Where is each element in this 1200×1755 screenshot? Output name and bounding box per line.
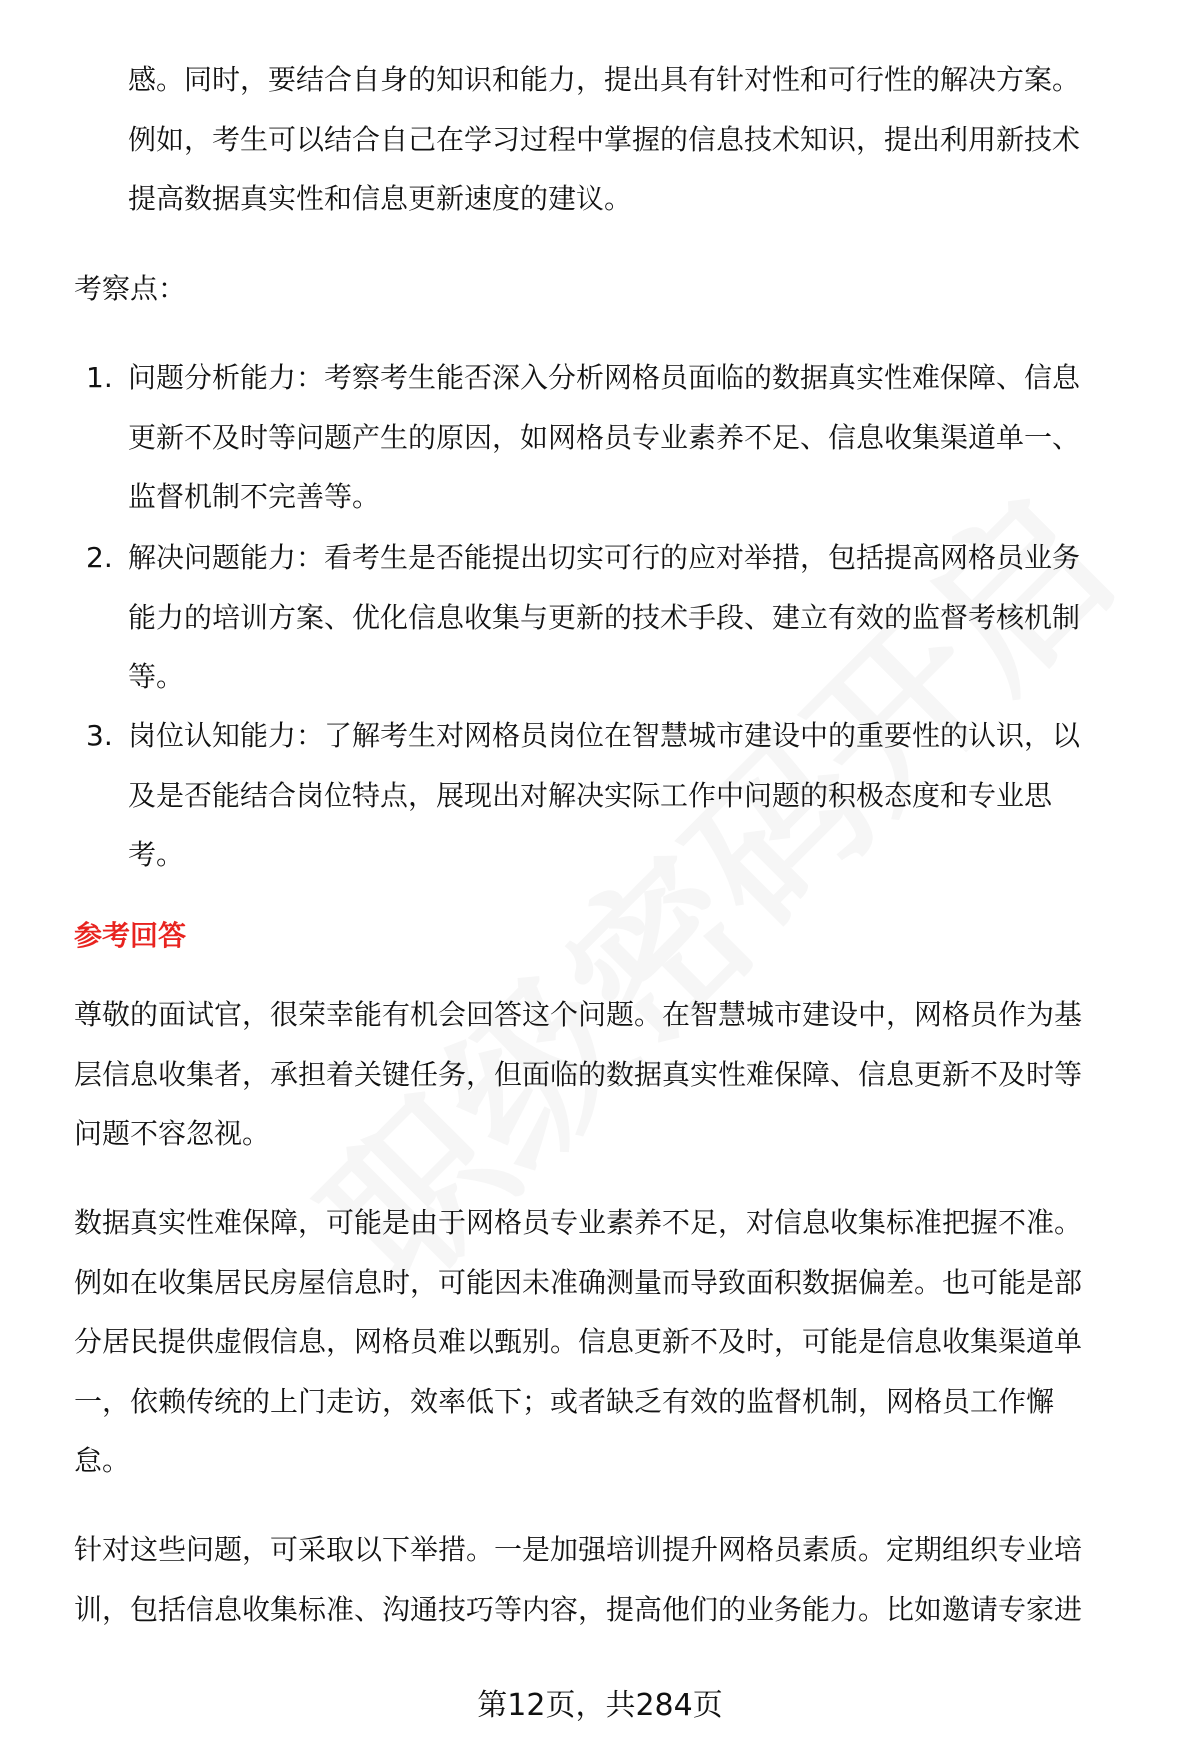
paragraph-line: 问题不容忽视。 xyxy=(74,1117,271,1150)
list-item-line: 监督机制不完善等。 xyxy=(128,480,381,513)
list-number: 2. xyxy=(86,541,113,574)
list-item-line: 解决问题能力：看考生是否能提出切实可行的应对举措，包括提高网格员业务 xyxy=(128,541,1081,574)
list-item-line: 岗位认知能力：了解考生对网格员岗位在智慧城市建设中的重要性的认识，以 xyxy=(128,719,1081,752)
intro-line: 例如，考生可以结合自己在学习过程中掌握的信息技术知识，提出利用新技术 xyxy=(128,122,1081,156)
list-item-line: 能力的培训方案、优化信息收集与更新的技术手段、建立有效的监督考核机制 xyxy=(128,600,1081,634)
list-number: 3. xyxy=(86,719,113,752)
list-item-line: 更新不及时等问题产生的原因，如网格员专业素养不足、信息收集渠道单一、 xyxy=(128,420,1081,454)
intro-line: 感。同时，要结合自身的知识和能力，提出具有针对性和可行性的解决方案。 xyxy=(128,63,1081,96)
answer-heading: 参考回答 xyxy=(74,919,187,952)
page-footer: 第12页，共284页 xyxy=(477,1688,723,1723)
list-item-line: 问题分析能力：考察考生能否深入分析网格员面临的数据真实性难保障、信息 xyxy=(128,361,1081,394)
paragraph-line: 分居民提供虚假信息，网格员难以甄别。信息更新不及时，可能是信息收集渠道单 xyxy=(74,1325,1083,1358)
points-label: 考察点： xyxy=(74,272,187,305)
list-item-line: 等。 xyxy=(128,660,185,693)
list-item-line: 考。 xyxy=(128,838,185,871)
paragraph-line: 怠。 xyxy=(74,1444,131,1477)
list-number: 1. xyxy=(86,361,113,394)
paragraph-line: 层信息收集者，承担着关键任务，但面临的数据真实性难保障、信息更新不及时等 xyxy=(74,1057,1083,1091)
paragraph-line: 一，依赖传统的上门走访，效率低下；或者缺乏有效的监督机制，网格员工作懈 xyxy=(74,1384,1055,1418)
paragraph-line: 尊敬的面试官，很荣幸能有机会回答这个问题。在智慧城市建设中，网格员作为基 xyxy=(74,998,1083,1031)
list-item-line: 及是否能结合岗位特点，展现出对解决实际工作中问题的积极态度和专业思 xyxy=(128,778,1053,812)
paragraph-line: 针对这些问题，可采取以下举措。一是加强培训提升网格员素质。定期组织专业培 xyxy=(74,1533,1083,1566)
paragraph-line: 训，包括信息收集标准、沟通技巧等内容，提高他们的业务能力。比如邀请专家进 xyxy=(74,1592,1083,1626)
intro-line: 提高数据真实性和信息更新速度的建议。 xyxy=(128,182,633,215)
paragraph-line: 例如在收集居民房屋信息时，可能因未准确测量而导致面积数据偏差。也可能是部 xyxy=(74,1265,1083,1299)
paragraph-line: 数据真实性难保障，可能是由于网格员专业素养不足，对信息收集标准把握不准。 xyxy=(74,1206,1083,1239)
